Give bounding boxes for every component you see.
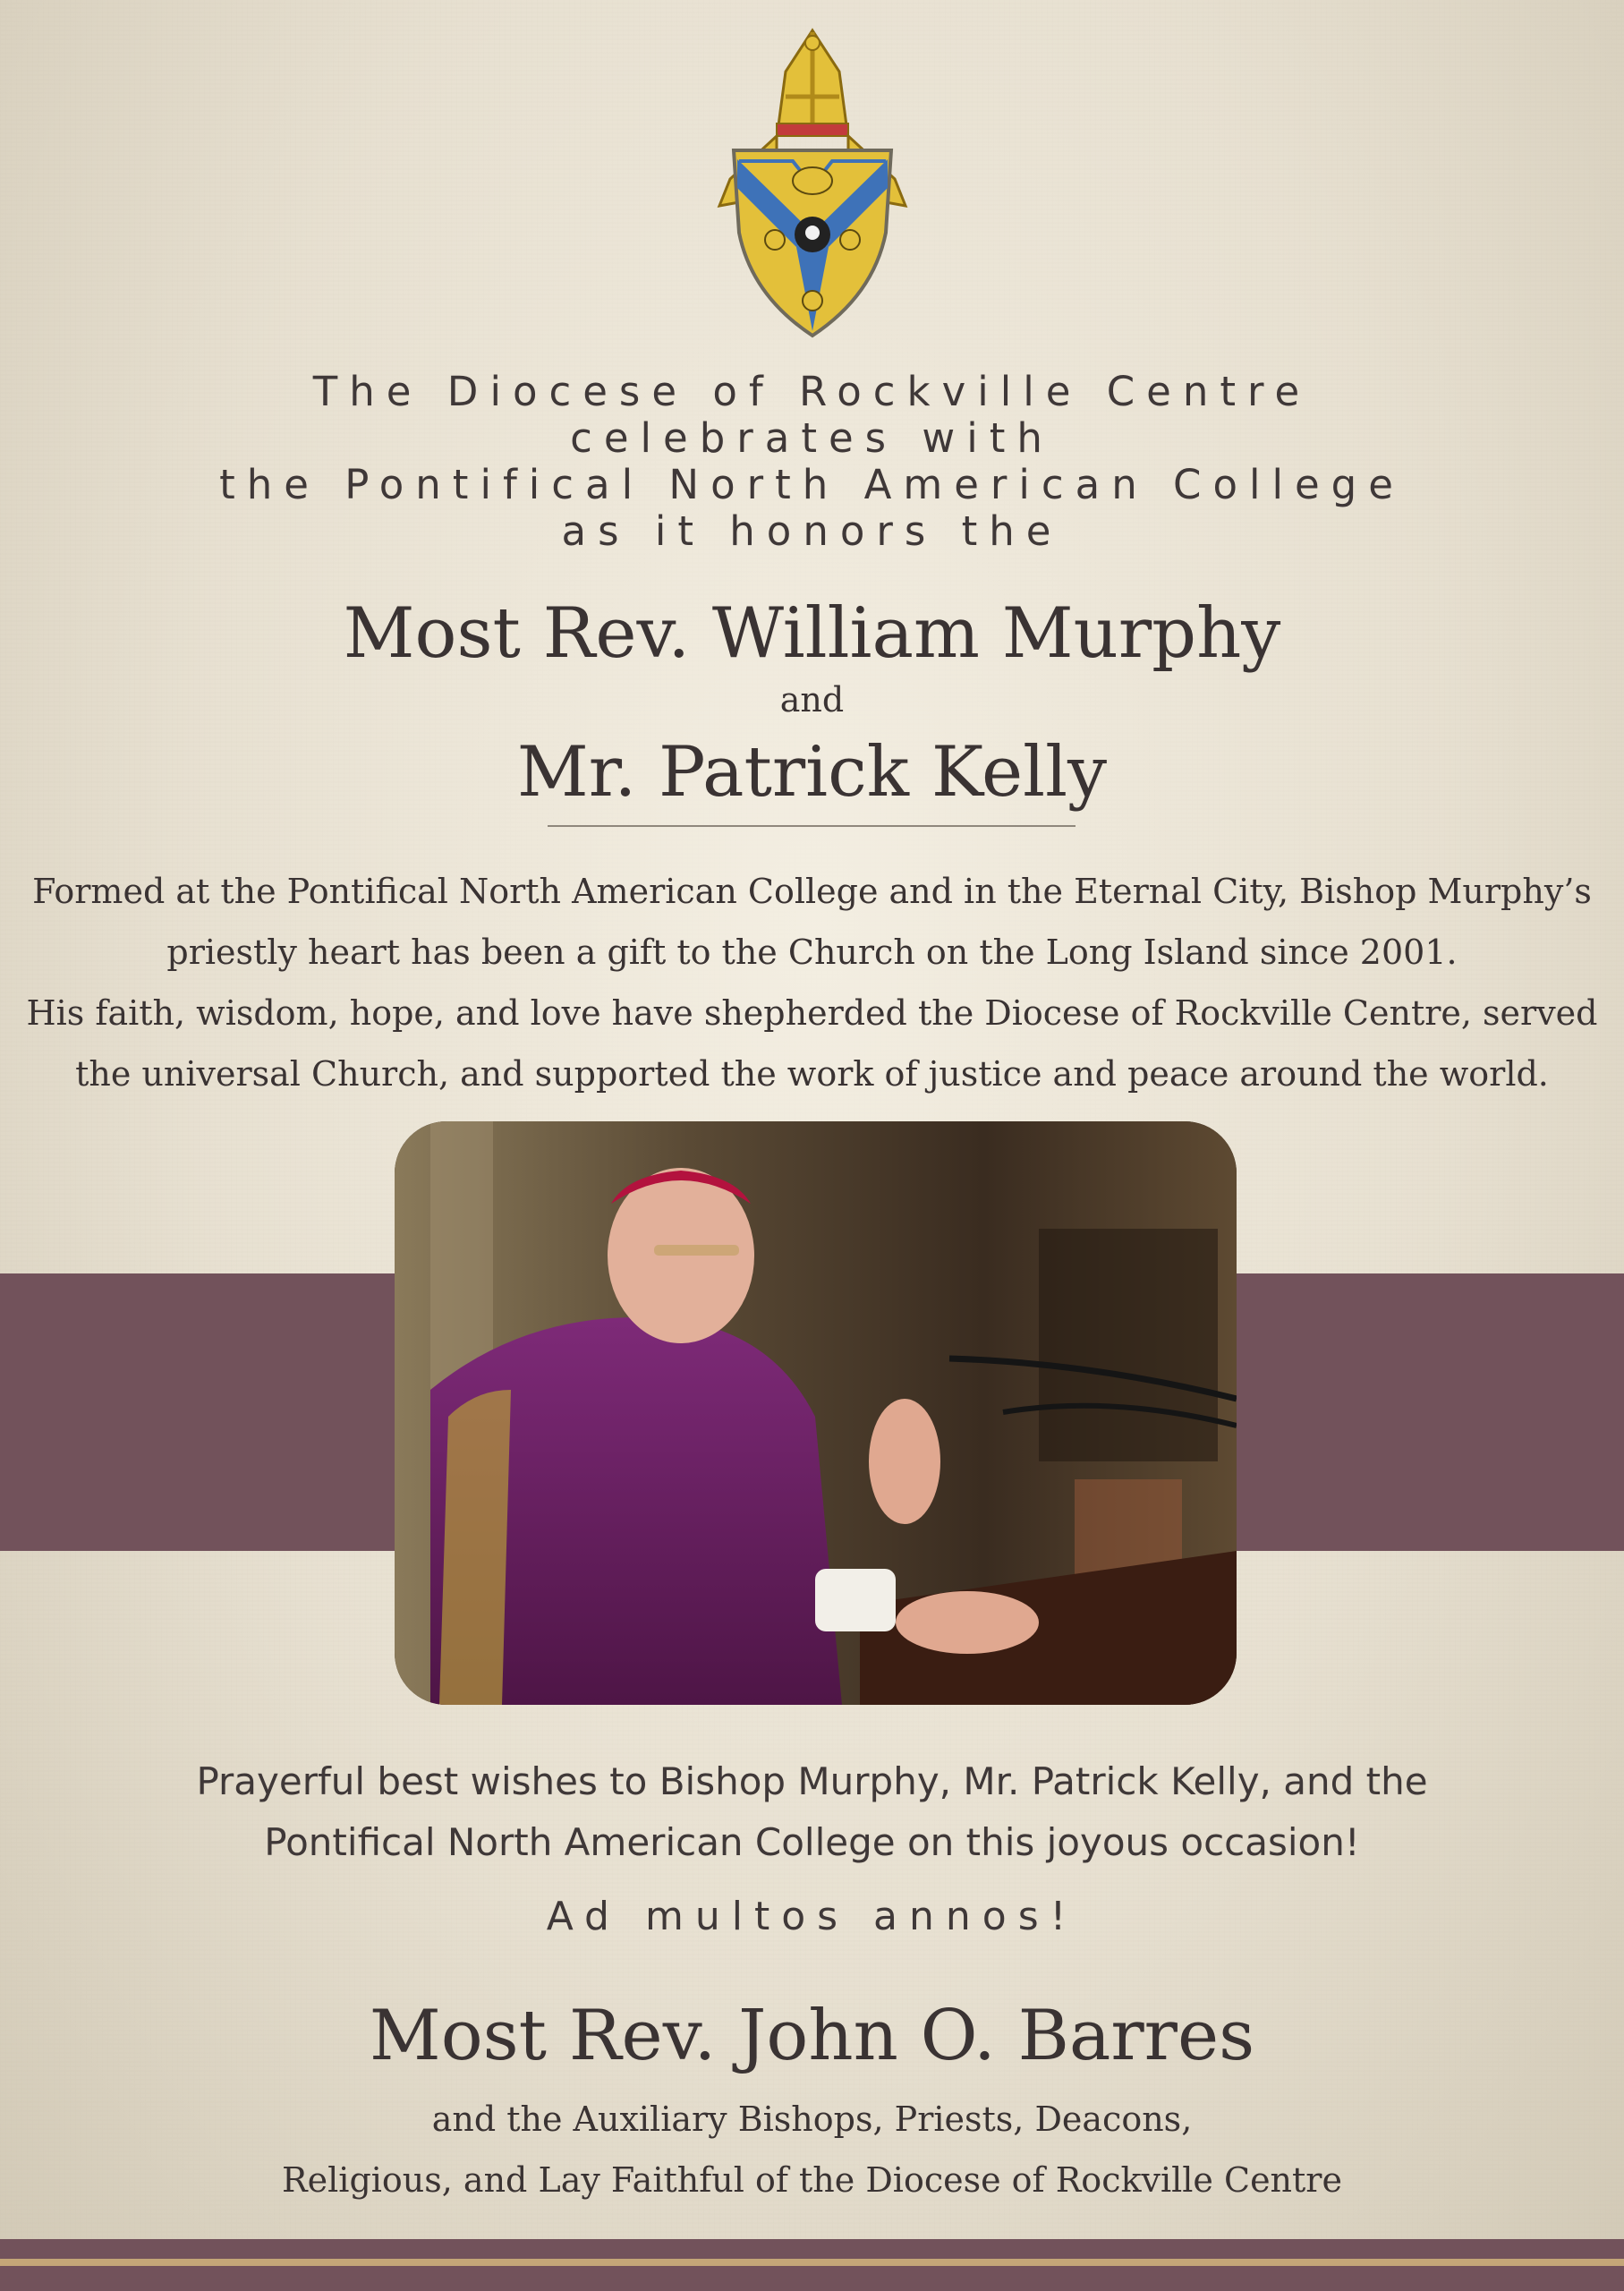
- tribute-line-4: the universal Church, and supported the work of justice and peace around the world.: [75, 1054, 1549, 1094]
- intro-line-2: celebrates with: [570, 414, 1054, 462]
- bishop-photo: [395, 1121, 1237, 1705]
- signature-line-1: and the Auxiliary Bishops, Priests, Deacons,: [431, 2099, 1193, 2139]
- honoree-conjunction: and: [779, 680, 845, 720]
- wishes-line-1: Prayerful best wishes to Bishop Murphy, Mr. Patrick Kelly, and the: [196, 1759, 1428, 1803]
- tribute-line-3: His faith, wisdom, hope, and love have shepherded the Diocese of Rockville Centre, served: [26, 993, 1598, 1033]
- wishes-line-2: Pontifical North American College on this joyous occasion!: [264, 1820, 1360, 1864]
- tribute-line-2: priestly heart has been a gift to the Church on the Long Island since 2001.: [166, 933, 1458, 972]
- intro-line-4: as it honors the: [561, 507, 1063, 555]
- divider: [548, 825, 1076, 827]
- honoree-name-second: Mr. Patrick Kelly: [516, 732, 1108, 813]
- intro-line-1: The Diocese of Rockville Centre: [312, 368, 1312, 415]
- diocese-coat-of-arms: [703, 27, 922, 340]
- intro-line-3: the Pontifical North American College: [219, 461, 1405, 508]
- signature-name: Most Rev. John O. Barres: [369, 1996, 1255, 2076]
- honoree-name-first: Most Rev. William Murphy: [343, 593, 1281, 674]
- footer-gold-stripe: [0, 2259, 1624, 2266]
- motto: Ad multos annos!: [546, 1894, 1078, 1939]
- signature-line-2: Religious, and Lay Faithful of the Diocese of Rockville Centre: [282, 2160, 1342, 2200]
- tribute-line-1: Formed at the Pontifical North American College and in the Eternal City, Bishop Murphy’s: [32, 872, 1592, 911]
